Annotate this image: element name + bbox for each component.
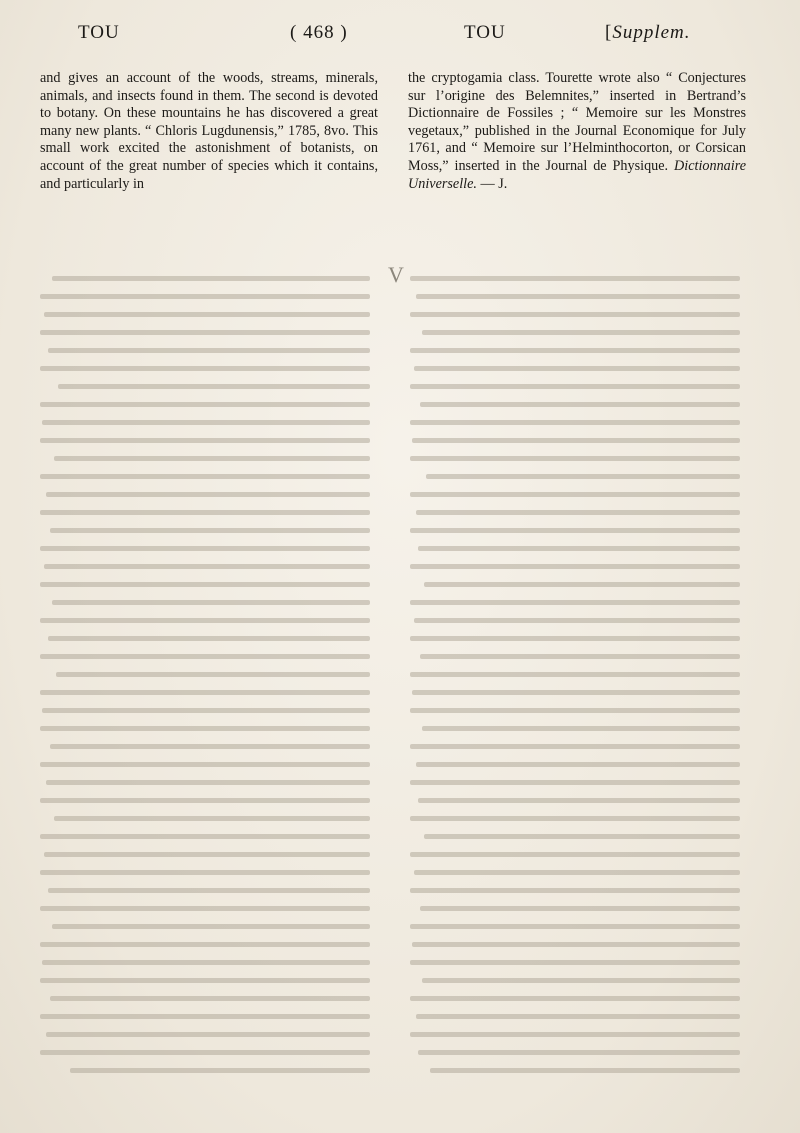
- right-column: [408, 70, 746, 193]
- source-citation: Dictionnaire Universelle.: [408, 157, 747, 192]
- running-head-right: [605, 22, 691, 44]
- running-head-right-label: Supplem.: [612, 22, 691, 43]
- running-head: [68, 22, 740, 52]
- left-column: [40, 70, 378, 193]
- bleed-through-right: [410, 270, 740, 1090]
- bleed-through-texture-right: [410, 270, 740, 1090]
- right-column-paragraph: [408, 70, 746, 193]
- author-initial: — J.: [476, 175, 508, 192]
- section-mark: V: [388, 262, 404, 287]
- page-number: ( 468 ): [290, 22, 348, 43]
- left-column-text: and gives an account of the woods, streams, minerals, animals, and insects found in them. The second is devoted to botany. On these mountains he has discovered a great many new plants. “ Chloris Lugdunensis,” 1785, 8vo. This small work excited the astonishment of botanists, on account of the great number of species which it contains, and particularly in: [40, 70, 378, 192]
- right-column-text: the cryptogamia class. Tourette wrote also “ Conjectures sur l’origine des Belemnites,” inserted in Bertrand’s Dictionnaire de Fossiles ; “ Memoire sur les Monstres vegetaux,” published in the Journal Economique for July 1761, and “ Memoire sur l’Helminthocorton, or Corsican Moss,” inserted in the Journal de Physique.: [408, 70, 746, 174]
- bleed-through-left: [40, 270, 370, 1090]
- running-head-bracket: [: [605, 22, 613, 43]
- running-head-middle: TOU: [464, 22, 506, 43]
- bleed-through-texture-left: [40, 270, 370, 1090]
- running-head-left: TOU: [78, 22, 120, 43]
